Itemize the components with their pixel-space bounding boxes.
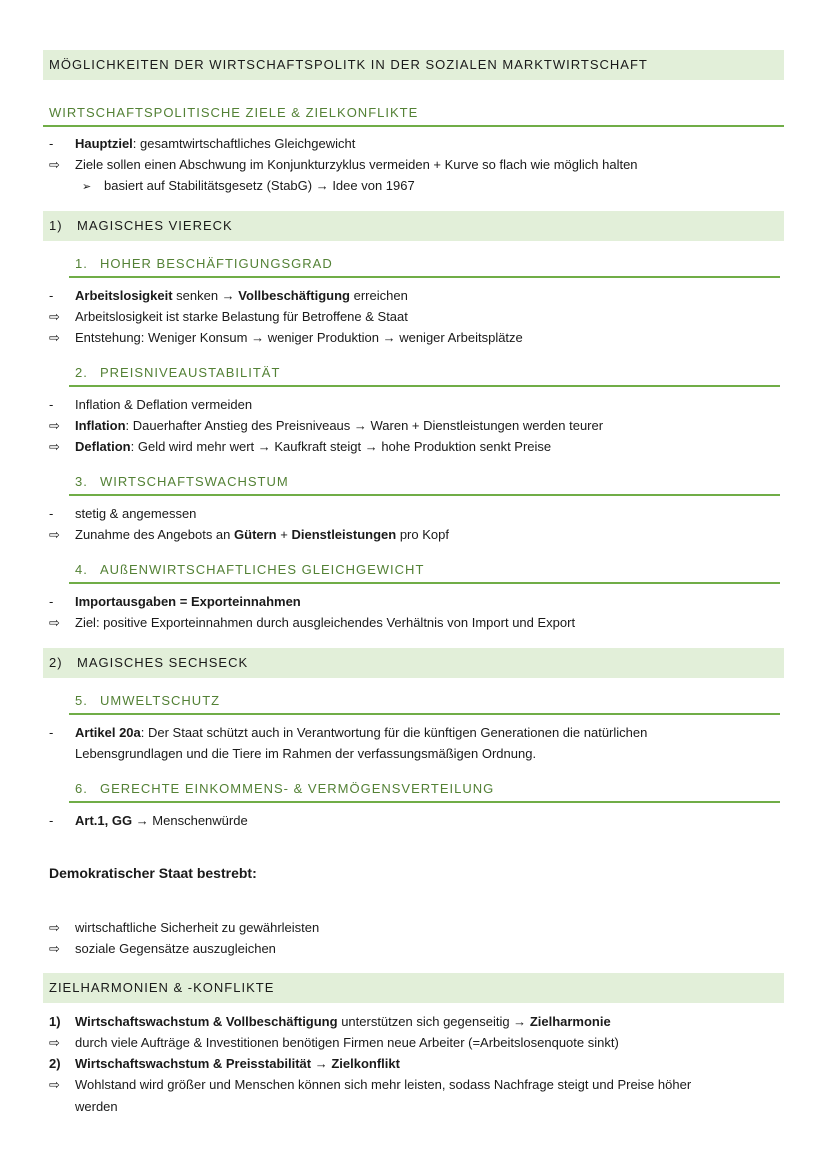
arrow-icon: ⇨ (49, 330, 60, 345)
list-item: ⇨ Inflation: Dauerhafter Anstieg des Preisniveaus → Waren + Dienstleistungen werden teurer (49, 415, 784, 436)
list-item-continuation: Lebensgrundlagen und die Tiere im Rahmen der verfassungsmäßigen Ordnung. (75, 746, 537, 761)
dash-marker: - (49, 397, 54, 412)
page-title: MÖGLICHKEITEN DER WIRTSCHAFTSPOLITK IN DER SOZIALEN MARKTWIRTSCHAFT (43, 50, 784, 80)
list-item-continuation: werden (75, 1099, 118, 1114)
subsection-heading: 2. PREISNIVEAUSTABILITÄT (69, 365, 780, 387)
list-item: ⇨ wirtschaftliche Sicherheit zu gewährleisten (49, 917, 784, 938)
list-item: ➢ basiert auf Stabilitätsgesetz (StabG) → Idee von 1967 (82, 175, 817, 198)
section-heading-sechseck: 2) MAGISCHES SECHSECK (43, 648, 784, 678)
list-item: - Artikel 20a: Der Staat schützt auch in Verantwortung für die künftigen Generationen die natürlichen (49, 722, 784, 743)
list-item: ⇨ Deflation: Geld wird mehr wert → Kaufkraft steigt → hohe Produktion senkt Preise (49, 436, 784, 457)
list-item: ⇨ Entstehung: Weniger Konsum → weniger Produktion → weniger Arbeitsplätze (49, 327, 784, 348)
subsection-heading: 5. UMWELTSCHUTZ (69, 693, 780, 715)
list-item: - Art.1, GG → Menschenwürde (49, 810, 784, 831)
dash-marker: - (49, 594, 54, 609)
dash-marker: - (49, 288, 54, 303)
list-item: ⇨ Zunahme des Angebots an Gütern + Dienstleistungen pro Kopf (49, 524, 784, 545)
list-item: 1) Wirtschaftswachstum & Vollbeschäftigung unterstützen sich gegenseitig → Zielharmonie (49, 1014, 611, 1029)
arrow-icon: ⇨ (49, 418, 60, 433)
arrow-icon: ⇨ (49, 1035, 60, 1050)
arrow-icon: ⇨ (49, 1077, 60, 1092)
list-item: - Importausgaben = Exporteinnahmen (49, 591, 784, 612)
arrow-icon: ⇨ (49, 439, 60, 454)
list-item: ⇨ Ziel: positive Exporteinnahmen durch ausgleichendes Verhältnis von Import und Export (49, 612, 784, 633)
subsection-heading: 4. AUßENWIRTSCHAFTLICHES GLEICHGEWICHT (69, 562, 780, 584)
list-item: ⇨ durch viele Aufträge & Investitionen benötigen Firmen neue Arbeiter (=Arbeitslosenquote sinkt) (49, 1032, 784, 1053)
dash-marker: - (49, 813, 54, 828)
section-heading-viereck: 1) MAGISCHES VIERECK (43, 211, 784, 241)
list-item: - Inflation & Deflation vermeiden (49, 394, 784, 415)
list-item: ⇨ Ziele sollen einen Abschwung im Konjunkturzyklus vermeiden + Kurve so flach wie möglich halten (49, 154, 784, 175)
arrow-icon: ⇨ (49, 615, 60, 630)
list-item: - stetig & angemessen (49, 503, 784, 524)
list-item: ⇨ Arbeitslosigkeit ist starke Belastung für Betroffene & Staat (49, 306, 784, 327)
section-heading-ziele: WIRTSCHAFTSPOLITISCHE ZIELE & ZIELKONFLIKTE (43, 105, 784, 127)
arrow-icon: ⇨ (49, 157, 60, 172)
arrow-icon: ⇨ (49, 527, 60, 542)
list-item: ⇨ Wohlstand wird größer und Menschen können sich mehr leisten, sodass Nachfrage steigt und Preise höher (49, 1074, 784, 1095)
arrow-icon: ⇨ (49, 920, 60, 935)
dash-marker: - (49, 136, 54, 151)
list-item: ⇨ soziale Gegensätze auszugleichen (49, 938, 784, 959)
subsection-heading: 1. HOHER BESCHÄFTIGUNGSGRAD (69, 256, 780, 278)
list-item: - Hauptziel: gesamtwirtschaftliches Gleichgewicht (49, 133, 784, 154)
subsection-heading: 6. GERECHTE EINKOMMENS- & VERMÖGENSVERTEILUNG (69, 781, 780, 803)
subsection-heading: 3. WIRTSCHAFTSWACHSTUM (69, 474, 780, 496)
list-item: 2) Wirtschaftswachstum & Preisstabilität → Zielkonflikt (49, 1056, 400, 1071)
arrow-icon: ⇨ (49, 941, 60, 956)
arrow-icon: ⇨ (49, 309, 60, 324)
dash-marker: - (49, 725, 54, 740)
bullet-icon: ➢ (82, 181, 92, 193)
list-item: - Arbeitslosigkeit senken → Vollbeschäftigung erreichen (49, 285, 784, 306)
section-heading-harmonie: ZIELHARMONIEN & -KONFLIKTE (43, 973, 784, 1003)
staat-heading: Demokratischer Staat bestrebt: (49, 865, 257, 881)
dash-marker: - (49, 506, 54, 521)
